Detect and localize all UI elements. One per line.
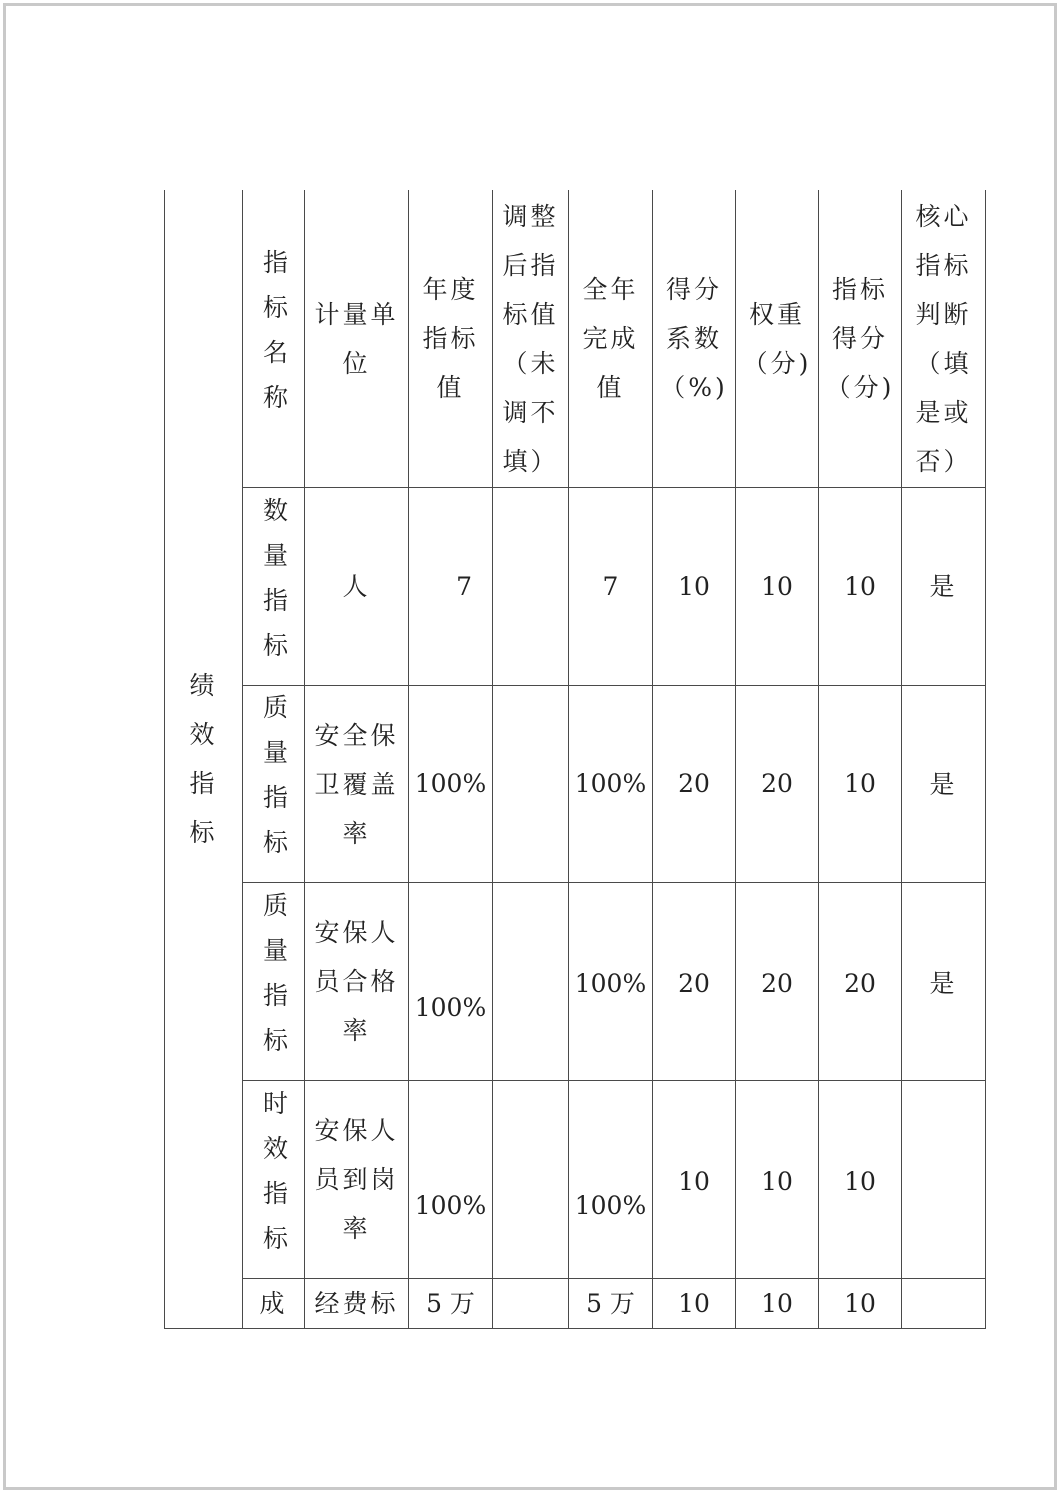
header-line: （未 xyxy=(502,348,559,378)
header-line: 全年 xyxy=(582,275,639,304)
header-line: 指标 xyxy=(422,324,479,353)
row-value: 10 xyxy=(761,1167,793,1196)
row-value: 10 xyxy=(844,571,876,601)
table-row-2-core xyxy=(902,686,985,882)
header-line: 后指 xyxy=(502,250,559,280)
header-line: （分) xyxy=(825,373,895,402)
row-category-text: 成 xyxy=(259,1289,288,1318)
table-row-2-score-coeff xyxy=(653,686,735,882)
table-row-5-indicator-score xyxy=(819,1279,901,1328)
section-label-text: 绩效指标 xyxy=(189,671,218,847)
row-unit-line: 安全保 xyxy=(314,720,399,750)
table-row-1-core xyxy=(902,488,985,685)
header-unit-line: 位 xyxy=(342,348,371,378)
row-unit-line: 率 xyxy=(342,1016,371,1045)
table-row-3-annual-target xyxy=(409,883,492,1080)
table-row-4-indicator-score xyxy=(819,1081,901,1278)
row-unit-line: 经费标 xyxy=(314,1289,399,1318)
header-line: 调不 xyxy=(502,397,559,427)
row-value: 100% xyxy=(414,769,487,798)
table-row-1-category xyxy=(243,488,304,685)
table-row-3-unit xyxy=(305,883,408,1080)
header-line: 权重 xyxy=(748,299,805,329)
table-row-1-score-coeff xyxy=(653,488,735,685)
table-row-4-unit xyxy=(305,1081,408,1278)
row-value: 是 xyxy=(929,969,958,998)
row-unit-line: 员合格 xyxy=(314,967,399,996)
row-value: 10 xyxy=(844,1167,876,1196)
header-indicator-name xyxy=(243,190,304,487)
table-row-1-adjusted-target xyxy=(493,488,568,685)
table-row-5-unit xyxy=(305,1279,408,1328)
row-unit-line: 安保人 xyxy=(314,918,399,947)
row-value: 10 xyxy=(678,1288,710,1318)
table-row-3-adjusted-target xyxy=(493,883,568,1080)
row-value: 7 xyxy=(456,571,472,601)
table-row-4-annual-completion xyxy=(569,1081,652,1278)
row-category-text: 数量指标 xyxy=(259,496,289,677)
header-line: 标值 xyxy=(502,299,559,329)
header-line: 完成 xyxy=(582,324,639,353)
table-row-1-annual-target xyxy=(409,488,492,685)
row-unit-line: 安保人 xyxy=(314,1116,399,1145)
row-unit-line: 卫覆盖 xyxy=(314,769,399,799)
header-score-coeff xyxy=(653,190,735,487)
row-unit-line: 率 xyxy=(342,818,371,848)
table-row-5-adjusted-target xyxy=(493,1279,568,1328)
table-row-1-annual-completion xyxy=(569,488,652,685)
table-row-3-score-coeff xyxy=(653,883,735,1080)
header-line: 否） xyxy=(915,446,972,476)
header-line: （分) xyxy=(742,348,812,378)
table-row-5-annual-completion xyxy=(569,1279,652,1328)
header-line: 系数 xyxy=(665,324,722,353)
row-unit-line: 员到岗 xyxy=(314,1165,399,1194)
row-value: 10 xyxy=(844,769,876,798)
table-row-2-adjusted-target xyxy=(493,686,568,882)
table-rule xyxy=(985,190,986,1329)
table-row-3-annual-completion xyxy=(569,883,652,1080)
table-row-1-weight xyxy=(736,488,818,685)
table-row-4-weight xyxy=(736,1081,818,1278)
table-row-4-score-coeff xyxy=(653,1081,735,1278)
row-value: 100% xyxy=(574,969,647,998)
row-unit-line: 率 xyxy=(342,1214,371,1243)
header-line: 指标 xyxy=(915,250,972,280)
header-line: 值 xyxy=(596,373,625,402)
row-unit-line: 人 xyxy=(342,572,371,601)
row-value: 20 xyxy=(844,969,876,998)
row-value: 5 万 xyxy=(426,1288,475,1318)
row-value: 100% xyxy=(414,993,487,1022)
header-weight xyxy=(736,190,818,487)
header-line: 指标 xyxy=(831,275,888,304)
row-value: 10 xyxy=(678,1167,710,1196)
table-row-3-indicator-score xyxy=(819,883,901,1080)
header-line: 值 xyxy=(436,373,465,402)
header-line: 是或 xyxy=(915,397,972,427)
table-row-5-category xyxy=(243,1279,304,1328)
header-core-indicator xyxy=(902,190,985,487)
header-indicator-score xyxy=(819,190,901,487)
header-line: 判断 xyxy=(915,299,972,329)
header-adjusted-target xyxy=(493,190,568,487)
table-row-2-indicator-score xyxy=(819,686,901,882)
table-row-3-category xyxy=(243,883,304,1080)
table-row-4-category xyxy=(243,1081,304,1278)
row-value: 是 xyxy=(929,572,958,601)
header-line: 年度 xyxy=(422,275,479,304)
row-value: 10 xyxy=(761,571,793,601)
table-row-2-unit xyxy=(305,686,408,882)
table-row-2-annual-target xyxy=(409,686,492,882)
section-label xyxy=(165,190,242,1328)
row-value: 10 xyxy=(678,571,710,601)
header-unit xyxy=(305,190,408,487)
row-category-text: 质量指标 xyxy=(259,694,289,874)
row-category-text: 时效指标 xyxy=(259,1089,289,1270)
table-row-4-core xyxy=(902,1081,985,1278)
row-value: 20 xyxy=(678,769,710,798)
header-line: 核心 xyxy=(915,201,972,231)
table-row-4-annual-target xyxy=(409,1081,492,1278)
row-value: 10 xyxy=(844,1288,876,1318)
header-indicator-name-text: 指标名称 xyxy=(259,248,289,429)
row-value: 20 xyxy=(761,769,793,798)
table-row-5-weight xyxy=(736,1279,818,1328)
header-line: 填） xyxy=(502,446,559,476)
table-row-3-weight xyxy=(736,883,818,1080)
table-row-5-score-coeff xyxy=(653,1279,735,1328)
row-value: 100% xyxy=(574,769,647,798)
row-value: 100% xyxy=(414,1191,487,1220)
header-unit-line: 计量单 xyxy=(314,299,399,329)
row-value: 10 xyxy=(761,1288,793,1318)
row-value: 20 xyxy=(761,969,793,998)
row-value: 7 xyxy=(602,571,619,601)
table-row-1-unit xyxy=(305,488,408,685)
header-line: 得分 xyxy=(831,324,888,353)
row-value: 5 万 xyxy=(586,1288,635,1318)
table-row-3-core xyxy=(902,883,985,1080)
header-annual-target xyxy=(409,190,492,487)
table-row-2-category xyxy=(243,686,304,882)
row-value: 是 xyxy=(929,769,958,799)
table-row-5-core xyxy=(902,1279,985,1328)
table-row-1-indicator-score xyxy=(819,488,901,685)
row-value: 20 xyxy=(678,969,710,998)
row-value: 100% xyxy=(574,1191,647,1220)
table-rule xyxy=(164,1328,986,1329)
table-row-5-annual-target xyxy=(409,1279,492,1328)
header-annual-completion xyxy=(569,190,652,487)
row-category-text: 质量指标 xyxy=(259,891,289,1072)
header-line: 调整 xyxy=(502,201,559,231)
table-row-4-adjusted-target xyxy=(493,1081,568,1278)
table-row-2-weight xyxy=(736,686,818,882)
header-line: （%) xyxy=(660,373,728,402)
table-row-2-annual-completion xyxy=(569,686,652,882)
header-line: （填 xyxy=(915,348,972,378)
header-line: 得分 xyxy=(665,275,722,304)
